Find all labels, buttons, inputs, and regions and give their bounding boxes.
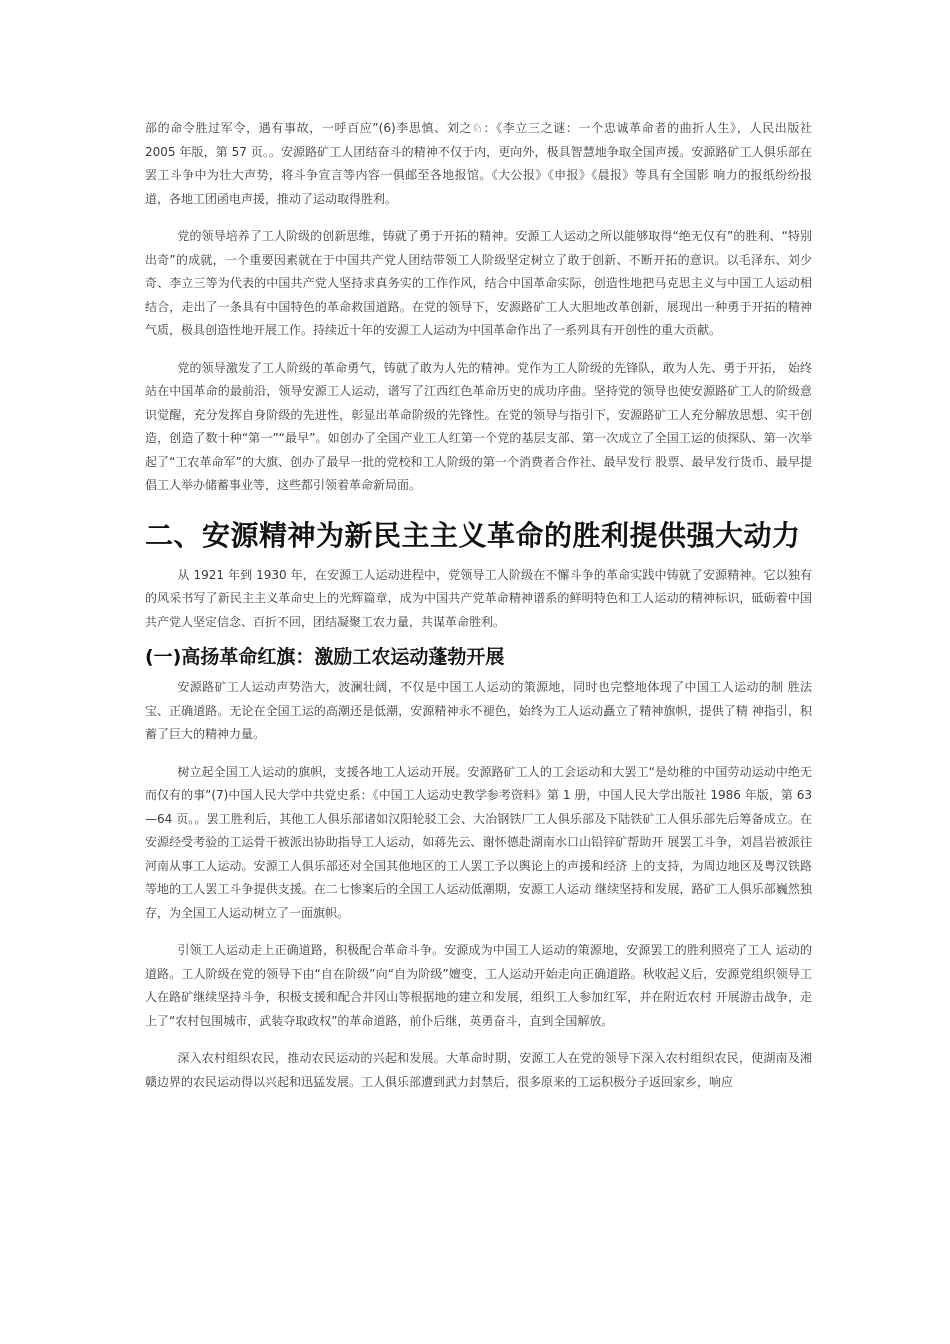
body-paragraph: 安源路矿工人运动声势浩大，波澜壮阔，不仅是中国工人运动的策源地，同时也完整地体现了中国工人运动的制 胜法宝、正确道路。无论在全国工运的高潮还是低潮，安源精神永不褪色，始终为工人运动矗立了精神旗帜，提供了精 神指引，积蓄了巨大的精神力量。 — [145, 680, 812, 741]
section-heading: 二、安源精神为新民主主义革命的胜利提供强大动力 — [145, 518, 801, 552]
subsection-heading: (一)高扬革命红旗：激励工农运动蓬勃开展 — [145, 646, 505, 668]
body-paragraph: 党的领导激发了工人阶级的革命勇气，铸就了敢为人先的精神。党作为工人阶级的先锋队，敢为人先、勇于开拓， 始终站在中国革命的最前沿，领导安源工人运动，谱写了江西红色革命历史的成功序曲。坚持党的领导也使安源路矿工人的阶级意识觉醒，充分发挥自身阶级的先进性，彰显出革命阶级的先锋性。在党的领导与指引下，安源路矿工人充分解放思想、实干创造，创造了数十种“第一”“最早”。如创办了全国产业工人红第一个党的基层支部、第一次成立了全国工运的侦探队、第一次举起了“工农革命军”的大旗、创办了最早一批的党校和工人阶级的第一个消费者合作社、最早发行 股票、最早发行货币、最早提倡工人举办储蓄事业等，这些都引领着革命新局面。 — [145, 360, 812, 492]
body-paragraph: 深入农村组织农民，推动农民运动的兴起和发展。大革命时期，安源工人在党的领导下深入农村组织农民，使湖南及湘赣边界的农民运动得以兴起和迅猛发展。工人俱乐部遭到武力封禁后，很多原来的工运积极分子返回家乡，响应 — [145, 1051, 812, 1089]
intro-paragraph: 从 1921 年到 1930 年，在安源工人运动进程中，党领导工人阶级在不懈斗争的革命实践中铸就了安源精神。它以独有的风采书写了新民主主义革命史上的光辉篇章，成为中国共产党革命精神谱系的鲜明特色和工人运动的精神标识，砥砺着中国共产党人坚定信念、百折不回，团结凝聚工农力量，共谋革命胜利。 — [145, 567, 812, 629]
body-paragraph: 党的领导培养了工人阶级的创新思维，铸就了勇于开拓的精神。安源工人运动之所以能够取得“绝无仅有”的胜利、“特别出奇”的成就，一个重要因素就在于中国共产党人团结带领工人阶级坚定树立了敢于创新、不断开拓的意识。以毛泽东、刘少奇、李立三等为代表的中国共产党人坚持求真务实的工作作风，结合中国革命实际，创造性地把马克思主义与中国工人运动相结合，走出了一条具有中国特色的革命救国道路。在党的领导下，安源路矿工人大胆地改革创新，展现出一种勇于开拓的精神气质，极具创造性地开展工作。持续近十年的安源工人运动为中国革命作出了一系列具有开创性的重大贡献。 — [145, 229, 812, 337]
body-paragraph: 部的命令胜过军令，遇有事故，一呼百应”(6)李思慎、刘之♘：《李立三之谜：一个忠诚革命者的曲折人生》，人民出版社 2005 年版，第 57 页。。安源路矿工人团结奋斗的精神不仅于内，更向外，极具智慧地争取全国声援。安源路矿工人俱乐部在罢工斗争中为壮大声势，将斗争宣言等内容一俱邮至各地报馆。《大公报》《申报》《晨报》等具有全国影 响力的报纸纷纷报道，各地工团函电声援，推动了运动取得胜利。 — [145, 121, 812, 206]
body-paragraph: 引领工人运动走上正确道路，积极配合革命斗争。安源成为中国工人运动的策源地，安源罢工的胜利照亮了工人 运动的道路。工人阶级在党的领导下由“自在阶级”向“自为阶级”嬗变，工人运动开始走向正确道路。秋收起义后，安源党组织领导工人在路矿继续坚持斗争，积极支援和配合井冈山等根据地的建立和发展，组织工人参加红军，并在附近农村 开展游击战争，走上了“农村包围城市，武装夺取政权”的革命道路，前仆后继，英勇奋斗，直到全国解放。 — [145, 943, 812, 1028]
document-page — [145, 117, 812, 1108]
body-paragraph: 树立起全国工人运动的旗帜，支援各地工人运动开展。安源路矿工人的工会运动和大罢工“是幼稚的中国劳动运动中绝无而仅有的事”(7)中国人民大学中共党史系：《中国工人运动史教学参考资料》第 1 册，中国人民大学出版社 1986 年版，第 63—64 页。。罢工胜利后，其他工人俱乐部诸如汉阳轮驳工会、大冶钢铁厂工人俱乐部及下陆铁矿工人俱乐部先后筹备成立。在安源经受考验的工运骨干被派出协助指导工人运动，如蒋先云、谢怀德赴湖南水口山铅锌矿帮助开 展罢工斗争，刘昌岩被派往河南从事工人运动。安源工人俱乐部还对全国其他地区的工人罢工予以舆论上的声援和经济 上的支持，为周边地区及粤汉铁路等地的工人罢工斗争提供支援。在二七惨案后的全国工人运动低潮期，安源工人运动 继续坚持和发展，路矿工人俱乐部巍然独存，为全国工人运动树立了一面旗帜。 — [145, 764, 812, 920]
